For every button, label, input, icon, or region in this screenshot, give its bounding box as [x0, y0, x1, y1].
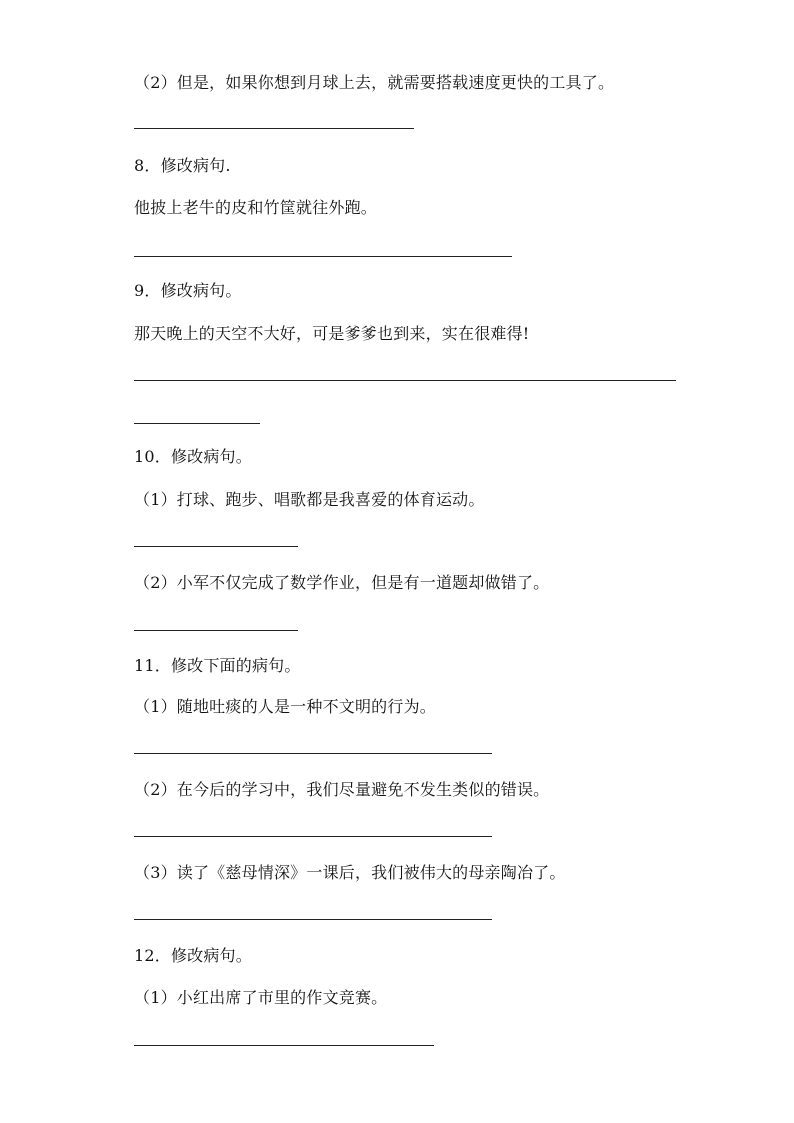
q12-part1-answer-line[interactable]	[134, 1045, 434, 1046]
q9-answer-line-1[interactable]	[134, 380, 676, 381]
q10-part1-answer-line[interactable]	[134, 546, 298, 547]
q8-answer-line[interactable]	[134, 256, 512, 257]
q12-part1-sentence: （1）小红出席了市里的作文竞赛。	[134, 988, 388, 1007]
q11-part2-answer-line[interactable]	[134, 836, 492, 837]
q7-part2-answer-line[interactable]	[134, 128, 414, 129]
q9-title: 9．修改病句。	[134, 281, 242, 300]
q11-title: 11．修改下面的病句。	[134, 656, 301, 675]
q8-title: 8．修改病句.	[134, 156, 231, 175]
q11-part3-answer-line[interactable]	[134, 919, 492, 920]
q12-title: 12．修改病句。	[134, 946, 252, 965]
q11-part1-answer-line[interactable]	[134, 753, 492, 754]
q9-sentence: 那天晚上的天空不大好，可是爹爹也到来，实在很难得!	[134, 324, 530, 343]
q10-part1-sentence: （1）打球、跑步、唱歌都是我喜爱的体育运动。	[134, 490, 485, 509]
q11-part3-sentence: （3）读了《慈母情深》一课后，我们被伟大的母亲陶冶了。	[134, 863, 566, 882]
q10-title: 10．修改病句。	[134, 447, 252, 466]
q8-sentence: 他披上老牛的皮和竹筐就往外跑。	[134, 198, 378, 217]
q10-part2-answer-line[interactable]	[134, 630, 298, 631]
q9-answer-line-2[interactable]	[134, 423, 260, 424]
q11-part1-sentence: （1）随地吐痰的人是一种不文明的行为。	[134, 697, 436, 716]
q7-part2-sentence: （2）但是，如果你想到月球上去，就需要搭载速度更快的工具了。	[134, 73, 615, 92]
q10-part2-sentence: （2）小军不仅完成了数学作业，但是有一道题却做错了。	[134, 573, 550, 592]
q11-part2-sentence: （2）在今后的学习中，我们尽量避免不发生类似的错误。	[134, 780, 550, 799]
